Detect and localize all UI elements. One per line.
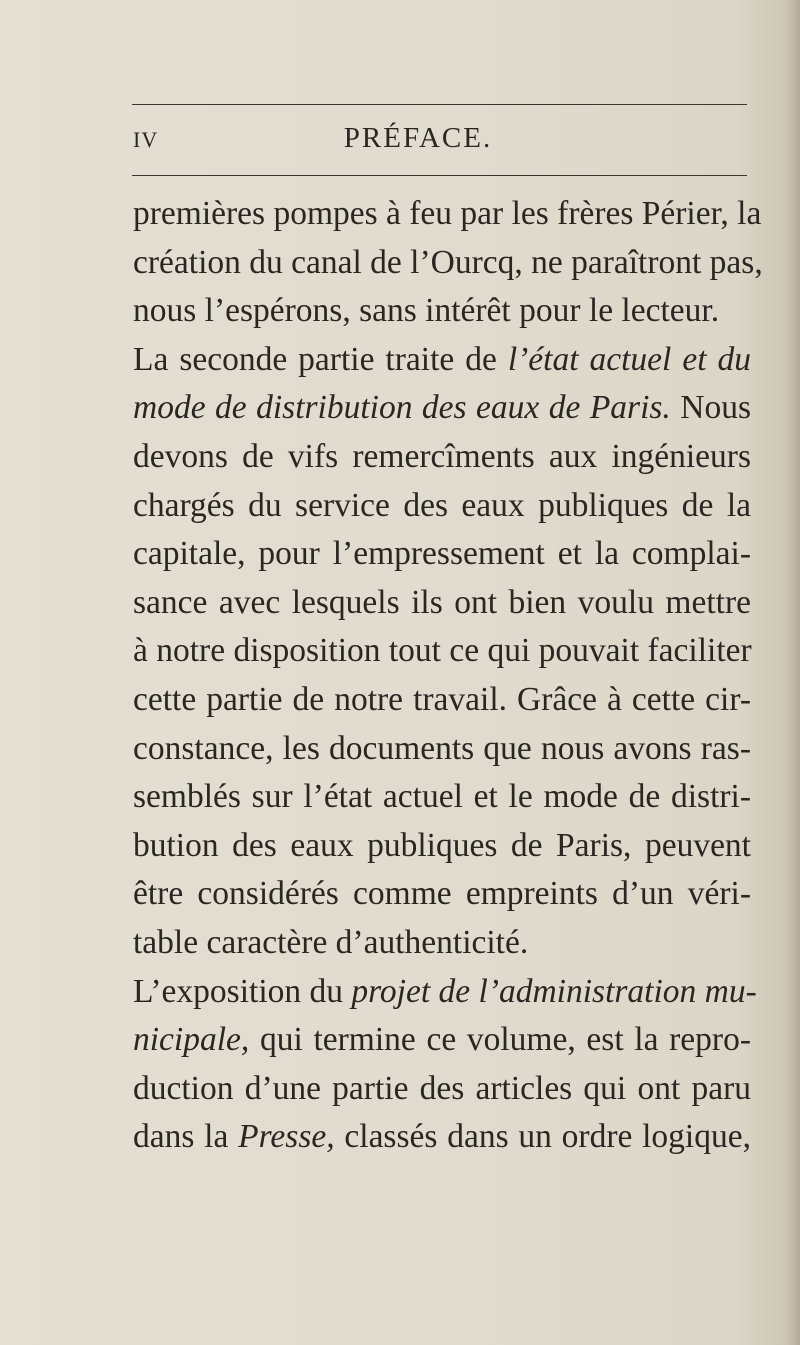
text-run: dans la (133, 1118, 239, 1156)
italic-run: projet de l’administration mu- (351, 972, 757, 1010)
text-line: à notre disposition tout ce qui pouvait faciliter (133, 632, 752, 670)
page-number: IV (133, 127, 159, 152)
text-line: création du canal de l’Ourcq, ne paraîtront pas, (133, 243, 763, 281)
italic-run: Presse, (238, 1118, 335, 1156)
text-line: chargés du service des eaux publiques de la (133, 486, 751, 524)
text-line: cette partie de notre travail. Grâce à cette cir- (133, 680, 751, 718)
text-line (133, 1016, 751, 1065)
text-run: L’exposition du (133, 972, 352, 1010)
italic-run: l’état actuel et du (507, 340, 751, 378)
text-run: La seconde partie traite de (133, 340, 508, 378)
header-rule-bottom (132, 175, 747, 176)
text-run: qui termine ce volume, est la repro- (249, 1021, 751, 1059)
text-line: capitale, pour l’empressement et la complai- (133, 535, 751, 573)
text-line (133, 968, 757, 1017)
header-rule-top (132, 104, 747, 105)
italic-run: nicipale, (133, 1021, 250, 1059)
text-run: classés dans un ordre logique, (334, 1118, 751, 1156)
text-line: duction d’une partie des articles qui ont paru (133, 1069, 751, 1107)
text-line: bution des eaux publiques de Paris, peuvent (133, 826, 751, 864)
text-line (133, 336, 751, 385)
text-line: premières pompes à feu par les frères Périer, la (133, 195, 762, 232)
text-line (133, 1113, 751, 1162)
running-title: PRÉFACE. (343, 122, 493, 154)
text-line: constance, les documents que nous avons ras- (133, 729, 751, 767)
text-line: être considérés comme empreints d’un véri- (133, 875, 751, 913)
text-line: nous l’espérons, sans intérêt pour le lecteur. (133, 292, 720, 330)
page-edge-shadow (786, 0, 800, 1345)
text-line: sance avec lesquels ils ont bien voulu mettre (133, 583, 751, 621)
body-text (133, 190, 763, 1162)
text-line: semblés sur l’état actuel et le mode de distri- (133, 778, 751, 816)
text-line: devons de vifs remercîments aux ingénieurs (133, 437, 751, 475)
italic-run: mode de distribution des eaux de Paris. (133, 389, 671, 427)
text-line (133, 384, 751, 433)
text-run: Nous (670, 389, 751, 427)
text-line: table caractère d’authenticité. (133, 923, 529, 961)
